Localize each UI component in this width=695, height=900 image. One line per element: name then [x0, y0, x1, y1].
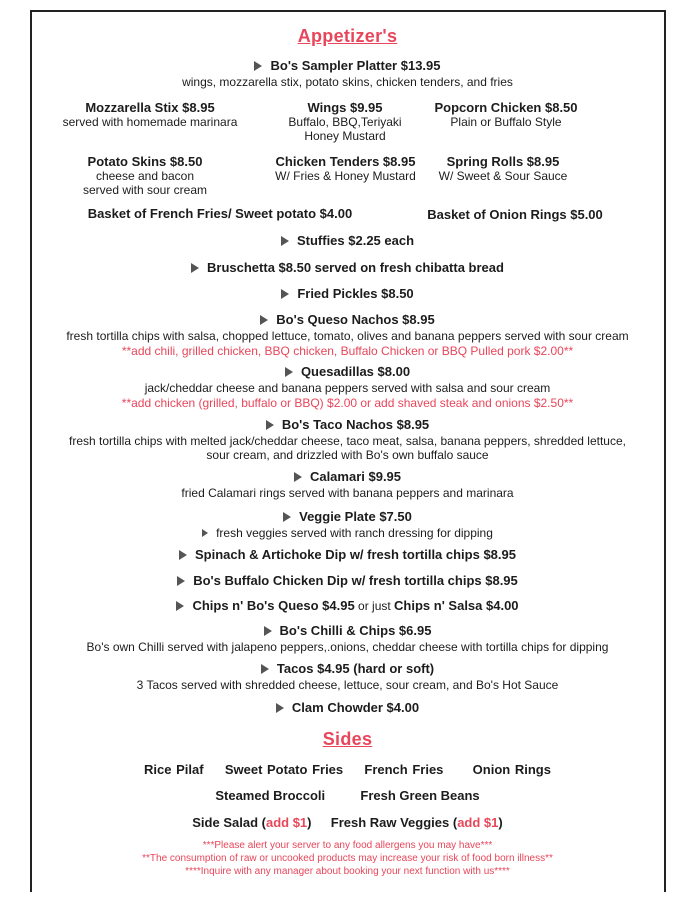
- sides-title: Sides: [322, 729, 373, 749]
- menu-item-clam-chowder: Clam Chowder $4.00: [0, 700, 695, 715]
- menu-item-popcorn-chicken: Popcorn Chicken $8.50 Plain or Buffalo Style: [434, 100, 578, 129]
- arrow-bullet-icon: [261, 664, 269, 674]
- taco-nachos-desc-1: fresh tortilla chips with melted jack/cheddar cheese, taco meat, salsa, banana peppers, shredded lettuce,: [69, 434, 626, 448]
- appetizers-title: Appetizer's: [297, 26, 398, 46]
- menu-item-chilli-chips: Bo's Chilli & Chips $6.95: [0, 623, 695, 638]
- sampler-desc: wings, mozzarella stix, potato skins, chicken tenders, and fries: [182, 75, 513, 89]
- side-raw-veggies: Fresh Raw Veggies (add $1): [330, 815, 503, 830]
- menu-item-mozzarella: Mozzarella Stix $8.95 served with homemade marinara: [62, 100, 238, 129]
- notice-raw-food: **The consumption of raw or uncooked products may increase your risk of food born illness**: [142, 853, 553, 864]
- menu-item-queso-nachos: Bo's Queso Nachos $8.95: [0, 312, 695, 327]
- menu-item-bruschetta: Bruschetta $8.50 served on fresh chibatta bread: [0, 260, 695, 275]
- arrow-bullet-icon: [266, 420, 274, 430]
- side-steamed-broccoli: Steamed Broccoli: [215, 788, 326, 803]
- side-onion-rings: Onion Rings: [472, 762, 551, 777]
- notice-booking: ****Inquire with any manager about booking your next function with us****: [185, 866, 510, 877]
- notice-allergens: ***Please alert your server to any food allergens you may have***: [202, 840, 493, 851]
- taco-nachos-desc-2: sour cream, and drizzled with Bo's own buffalo sauce: [206, 448, 489, 462]
- arrow-bullet-icon: [177, 576, 185, 586]
- arrow-bullet-icon: [254, 61, 262, 71]
- sides-row-3: [0, 815, 695, 830]
- arrow-bullet-icon: [281, 289, 289, 299]
- menu-item-quesadillas: Quesadillas $8.00: [0, 364, 695, 379]
- menu-item-veggie-plate: Veggie Plate $7.50: [0, 509, 695, 524]
- arrow-bullet-icon: [176, 601, 184, 611]
- menu-item-fried-pickles: Fried Pickles $8.50: [0, 286, 695, 301]
- arrow-bullet-icon: [191, 263, 199, 273]
- arrow-bullet-icon: [202, 529, 208, 537]
- queso-nachos-desc: fresh tortilla chips with salsa, chopped lettuce, tomato, olives and banana peppers served with sour cream: [66, 329, 629, 343]
- menu-item-onion-rings-basket: Basket of Onion Rings $5.00: [427, 207, 603, 222]
- menu-item-wings: Wings $9.95 Buffalo, BBQ,Teriyaki Honey Mustard: [288, 100, 402, 143]
- arrow-bullet-icon: [285, 367, 293, 377]
- arrow-bullet-icon: [179, 550, 187, 560]
- chilli-desc: Bo's own Chilli served with jalapeno peppers,.onions, cheddar cheese with tortilla chips for dipping: [86, 640, 609, 654]
- menu-item-chicken-tenders: Chicken Tenders $8.95 W/ Fries & Honey Mustard: [275, 154, 416, 183]
- quesadillas-addon: **add chicken (grilled, buffalo or BBQ) $2.00 or add shaved steak and onions $2.50**: [121, 396, 574, 410]
- menu-item-spinach-dip: Spinach & Artichoke Dip w/ fresh tortilla chips $8.95: [0, 547, 695, 562]
- arrow-bullet-icon: [260, 315, 268, 325]
- arrow-bullet-icon: [264, 626, 272, 636]
- side-french-fries: French Fries: [364, 762, 444, 777]
- menu-item-french-fries-basket: Basket of French Fries/ Sweet potato $4.00: [87, 206, 353, 221]
- side-green-beans: Fresh Green Beans: [360, 788, 480, 803]
- menu-item-buffalo-dip: Bo's Buffalo Chicken Dip w/ fresh tortilla chips $8.95: [0, 573, 695, 588]
- arrow-bullet-icon: [281, 236, 289, 246]
- side-rice-pilaf: Rice Pilaf: [144, 762, 204, 777]
- queso-nachos-addon: **add chili, grilled chicken, BBQ chicken, Buffalo Chicken or BBQ Pulled pork $2.00**: [121, 344, 574, 358]
- veggie-plate-desc: fresh veggies served with ranch dressing for dipping: [0, 526, 695, 540]
- menu-item-sampler: Bo's Sampler Platter $13.95: [0, 58, 695, 73]
- arrow-bullet-icon: [276, 703, 284, 713]
- side-salad: Side Salad (add $1): [192, 815, 312, 830]
- menu-item-calamari: Calamari $9.95: [0, 469, 695, 484]
- menu-item-stuffies: Stuffies $2.25 each: [0, 233, 695, 248]
- sides-row-2: [0, 788, 695, 803]
- sides-row-1: [0, 762, 695, 777]
- menu-item-queso-salsa: Chips n' Bo's Queso $4.95 or just Chips n' Salsa $4.00: [0, 598, 695, 613]
- quesadillas-desc: jack/cheddar cheese and banana peppers served with salsa and sour cream: [144, 381, 551, 395]
- arrow-bullet-icon: [283, 512, 291, 522]
- calamari-desc: fried Calamari rings served with banana peppers and marinara: [181, 486, 514, 500]
- arrow-bullet-icon: [294, 472, 302, 482]
- menu-item-potato-skins: Potato Skins $8.50 cheese and bacon served with sour cream: [82, 154, 208, 197]
- menu-item-spring-rolls: Spring Rolls $8.95 W/ Sweet & Sour Sauce: [438, 154, 568, 183]
- menu-item-taco-nachos: Bo's Taco Nachos $8.95: [0, 417, 695, 432]
- side-sweet-potato-fries: Sweet Potato Fries: [224, 762, 344, 777]
- menu-item-tacos: Tacos $4.95 (hard or soft): [0, 661, 695, 676]
- tacos-desc: 3 Tacos served with shredded cheese, lettuce, sour cream, and Bo's Hot Sauce: [136, 678, 559, 692]
